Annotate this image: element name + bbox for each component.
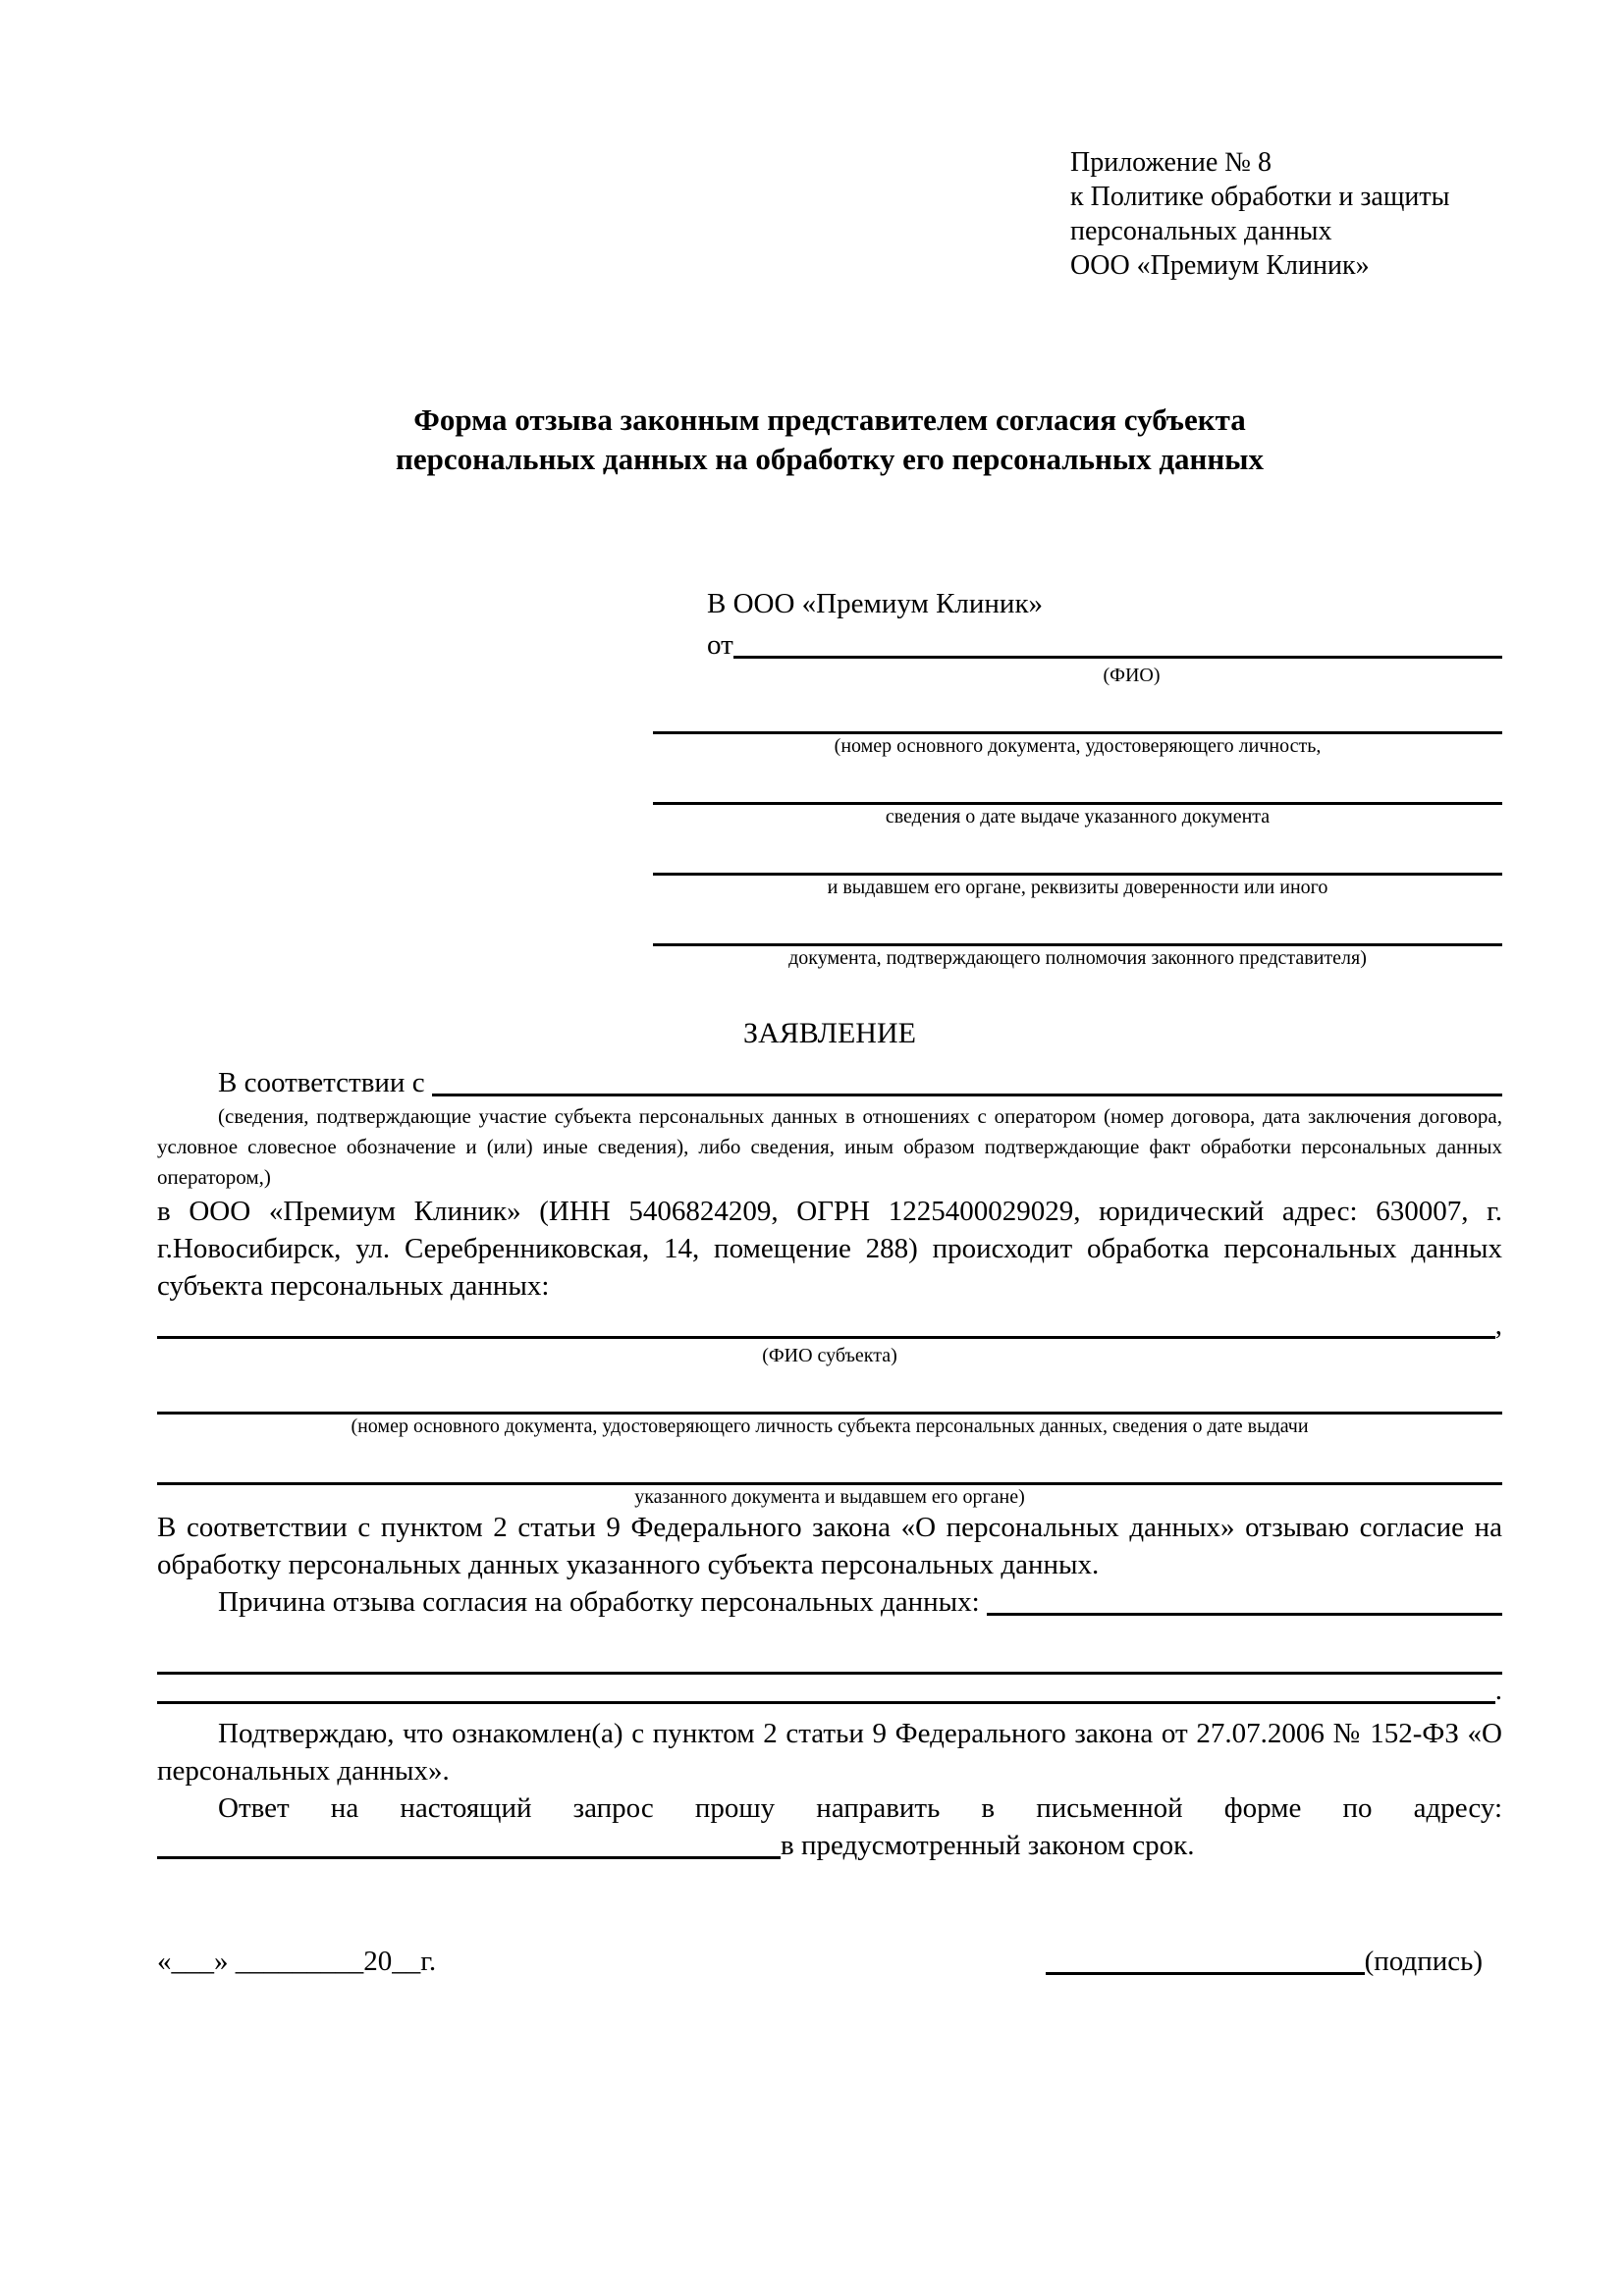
reason-label: Причина отзыва согласия на обработку персональных данных:	[218, 1586, 987, 1618]
reply-address-line[interactable]	[157, 1827, 781, 1859]
signature-caption: (подпись)	[1364, 1946, 1483, 1977]
reason-blank-line-1[interactable]	[157, 1621, 1502, 1675]
reason-input-line[interactable]	[987, 1583, 1502, 1616]
reply-tail: в предусмотренный законом срок.	[781, 1830, 1195, 1861]
footer	[157, 1943, 1502, 1980]
title-line-1: Форма отзыва законным представителем согласия субъекта	[413, 402, 1246, 437]
doc-info-caption-2: сведения о дате выдаче указанного документа	[885, 806, 1271, 828]
signature-line[interactable]	[1046, 1943, 1365, 1975]
addressee-block	[653, 585, 1502, 970]
operator-paragraph: в ООО «Премиум Клиник» (ИНН 5406824209, ОГРН 1225400029029, юридический адрес: 630007, г. г.Новосибирск, ул. Серебренниковская, 14, помещение 288) происходит обработка персональных данных субъекта персональных данных:	[157, 1196, 1502, 1302]
accordance-input-line[interactable]	[432, 1064, 1502, 1096]
doc-info-line-3[interactable]	[653, 828, 1502, 876]
fio-caption: (ФИО)	[1103, 665, 1161, 686]
doc-info-caption-4: документа, подтверждающего полномочия законного представителя)	[788, 947, 1367, 969]
header-line: Приложение № 8	[1070, 147, 1272, 178]
subject-doc-caption-1: (номер основного документа, удостоверяющего личность субъекта персональных данных, сведения о дате выдачи	[351, 1415, 1309, 1437]
signature-group	[1046, 1943, 1483, 1980]
title-line-2: персональных данных на обработку его персональных данных	[396, 442, 1264, 476]
doc-info-caption-3: и выдавшем его органе, реквизиты доверенности или иного	[827, 877, 1328, 898]
document-title	[157, 400, 1502, 479]
fio-input-line[interactable]	[733, 626, 1502, 659]
doc-info-caption-1: (номер основного документа, удостоверяющего личность,	[834, 735, 1322, 757]
header-line: персональных данных	[1070, 216, 1332, 246]
header-line: ООО «Премиум Клиник»	[1070, 250, 1370, 281]
subject-fio-caption: (ФИО субъекта)	[762, 1345, 897, 1366]
addressee-to: В ООО «Премиум Клиник»	[707, 588, 1044, 619]
addressee-from-row	[653, 626, 1502, 664]
basis-caption: (сведения, подтверждающие участие субъекта персональных данных в отношениях с оператором (номер договора, дата заключения договора, условное словесное обозначение и (или) иные сведения), либо сведения, иным образом подтверждающие факт обработки персональных данных оператором,)	[157, 1104, 1502, 1189]
header-line: к Политике обработки и защиты	[1070, 182, 1450, 212]
confirm-paragraph: Подтверждаю, что ознакомлен(а) с пунктом 2 статьи 9 Федерального закона от 27.07.2006 № 152-ФЗ «О персональных данных».	[157, 1718, 1502, 1787]
date-blank-field[interactable]: «___» _________20__г.	[157, 1946, 437, 1977]
reply-address-row	[157, 1827, 1502, 1864]
doc-info-line-4[interactable]	[653, 899, 1502, 946]
subject-fio-row	[157, 1305, 1502, 1344]
subject-doc-line-1[interactable]	[157, 1367, 1502, 1415]
reason-blank-line-2-row	[157, 1675, 1502, 1709]
statement-heading: ЗАЯВЛЕНИЕ	[743, 1017, 916, 1049]
doc-info-line-1[interactable]	[653, 687, 1502, 734]
subject-fio-line[interactable]	[157, 1305, 1495, 1339]
reason-blank-line-2[interactable]	[157, 1675, 1495, 1704]
subject-fio-comma: ,	[1494, 1309, 1502, 1341]
accordance-row	[157, 1064, 1502, 1101]
accordance-label: В соответствии с	[218, 1067, 432, 1098]
reason-row	[157, 1583, 1502, 1621]
withdraw-paragraph: В соответствии с пунктом 2 статьи 9 Федерального закона «О персональных данных» отзываю согласие на обработку персональных данных указанного субъекта персональных данных.	[157, 1512, 1502, 1580]
subject-doc-line-2[interactable]	[157, 1438, 1502, 1485]
document-header	[1070, 145, 1502, 283]
from-label: от	[707, 629, 733, 661]
subject-doc-caption-2: указанного документа и выдавшем его органе)	[634, 1486, 1025, 1508]
doc-info-line-2[interactable]	[653, 758, 1502, 805]
reason-period: .	[1494, 1675, 1502, 1706]
reply-paragraph-line: Ответ на настоящий запрос прошу направить в письменной форме по адресу:	[218, 1792, 1502, 1824]
